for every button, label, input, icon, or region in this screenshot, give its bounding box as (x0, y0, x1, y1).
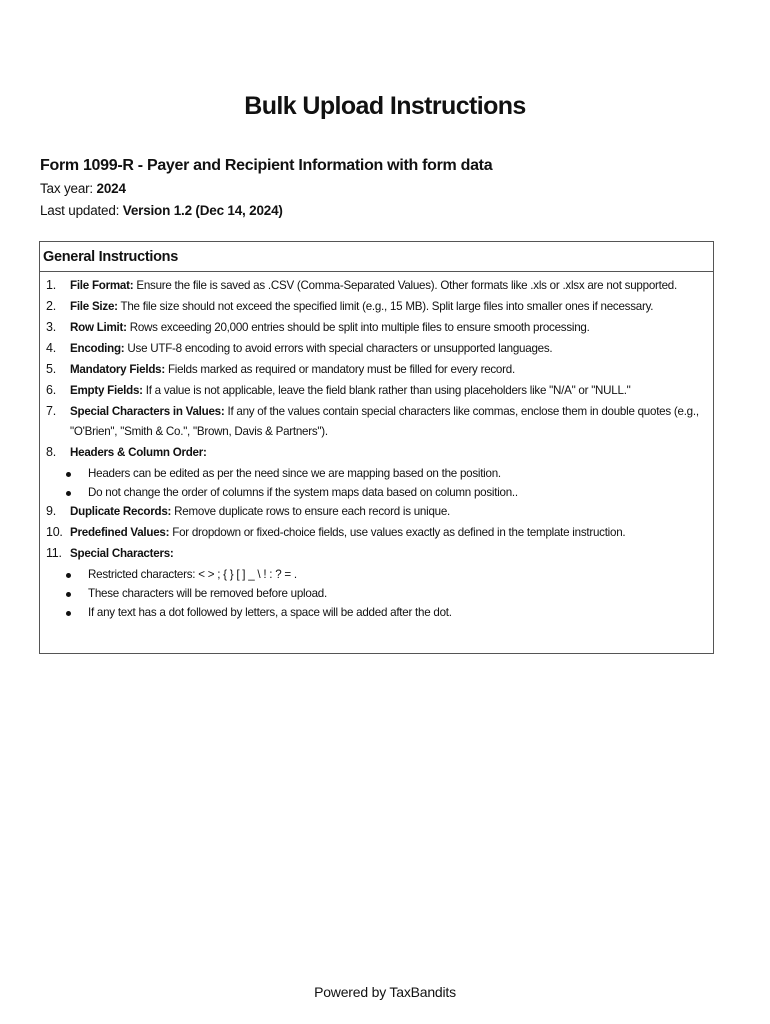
bullet-item (40, 603, 713, 622)
instruction-item (40, 544, 713, 564)
instruction-item (40, 502, 713, 522)
instruction-item (40, 443, 713, 463)
item-text: Use UTF-8 encoding to avoid errors with special characters or unsupported languages. (127, 342, 553, 355)
item-number: 11. (46, 545, 62, 560)
bullet-item (40, 483, 713, 502)
item-number: 1. (46, 278, 56, 292)
last-updated-label: Last updated: (40, 203, 120, 218)
general-instructions-heading: General Instructions (40, 242, 713, 272)
item-label: Mandatory Fields: (70, 363, 165, 376)
bullet-item (40, 584, 713, 603)
item-label: Special Characters in Values: (70, 405, 225, 418)
footer-powered-by: Powered by TaxBandits (314, 984, 456, 1000)
item-text: Remove duplicate rows to ensure each record is unique. (174, 504, 451, 518)
item-text: Ensure the file is saved as .CSV (Comma-Separated Values). Other formats like .xls or .xlsx are not supported. (136, 279, 677, 292)
bullet-text: Do not change the order of columns if the system maps data based on column position.. (88, 485, 518, 499)
item-number: 10. (46, 524, 63, 539)
last-updated-value: Version 1.2 (Dec 14, 2024) (122, 203, 283, 218)
bullet-item (40, 565, 713, 584)
instruction-item (40, 318, 713, 338)
tax-year-line (40, 181, 126, 196)
bullet-dot-icon (66, 573, 71, 578)
item-text: Fields marked as required or mandatory must be filled for every record. (167, 363, 515, 376)
item-text: If a value is not applicable, leave the field blank rather than using placeholders like "N/A" or "NULL." (145, 384, 631, 397)
tax-year-value: 2024 (96, 181, 126, 196)
item-label: Duplicate Records: (70, 504, 172, 518)
bullet-text: These characters will be removed before upload. (88, 586, 327, 600)
item-number: 9. (46, 503, 56, 518)
item-label: Predefined Values: (70, 525, 170, 539)
item-label: Special Characters: (70, 546, 174, 560)
item-number: 7. (46, 404, 56, 418)
bullet-text: If any text has a dot followed by letters, a space will be added after the dot. (88, 605, 452, 619)
bullet-dot-icon (66, 611, 71, 616)
bullet-item (40, 464, 713, 483)
bullet-text: Headers can be edited as per the need since we are mapping based on the position. (88, 466, 501, 480)
item-label: Row Limit: (70, 321, 127, 334)
item-number: 6. (46, 383, 56, 397)
bullet-dot-icon (66, 592, 71, 597)
instruction-item (40, 297, 713, 317)
instruction-item (40, 523, 713, 543)
item-text: For dropdown or fixed-choice fields, use values exactly as defined in the template instruction. (172, 525, 626, 539)
item-label: Empty Fields: (70, 384, 143, 397)
instruction-item (40, 360, 713, 380)
last-updated-line (40, 203, 283, 218)
item-text: If any of the values contain special characters like commas, enclose them in double quotes (e.g., "O'Brien", "Smith & Co.", "Brown, Davis & Partners"). (70, 405, 699, 438)
bullet-dot-icon (66, 472, 71, 477)
instructions-list (40, 272, 713, 622)
item-number: 8. (46, 444, 56, 459)
general-instructions-box (39, 241, 714, 654)
instruction-item (40, 402, 713, 441)
item-text: The file size should not exceed the specified limit (e.g., 15 MB). Split large files into smaller ones if necessary. (120, 300, 654, 313)
item-label: Headers & Column Order: (70, 445, 207, 459)
page-title: Bulk Upload Instructions (244, 92, 526, 120)
item-label: Encoding: (70, 342, 125, 355)
form-title: Form 1099-R - Payer and Recipient Information with form data (40, 157, 493, 174)
item-label: File Format: (70, 279, 134, 292)
item-text: Rows exceeding 20,000 entries should be split into multiple files to ensure smooth processing. (129, 321, 590, 334)
bullet-dot-icon (66, 491, 71, 496)
item-label: File Size: (70, 300, 118, 313)
instruction-item (40, 381, 713, 401)
instruction-item (40, 276, 713, 296)
instruction-item (40, 339, 713, 359)
item-number: 3. (46, 320, 56, 334)
item-number: 5. (46, 362, 56, 376)
tax-year-label: Tax year: (40, 181, 93, 196)
bullet-text: Restricted characters: < > ; { } [ ] _ \ ! : ? = . (88, 567, 297, 581)
item-number: 4. (46, 341, 56, 355)
item-number: 2. (46, 299, 56, 313)
